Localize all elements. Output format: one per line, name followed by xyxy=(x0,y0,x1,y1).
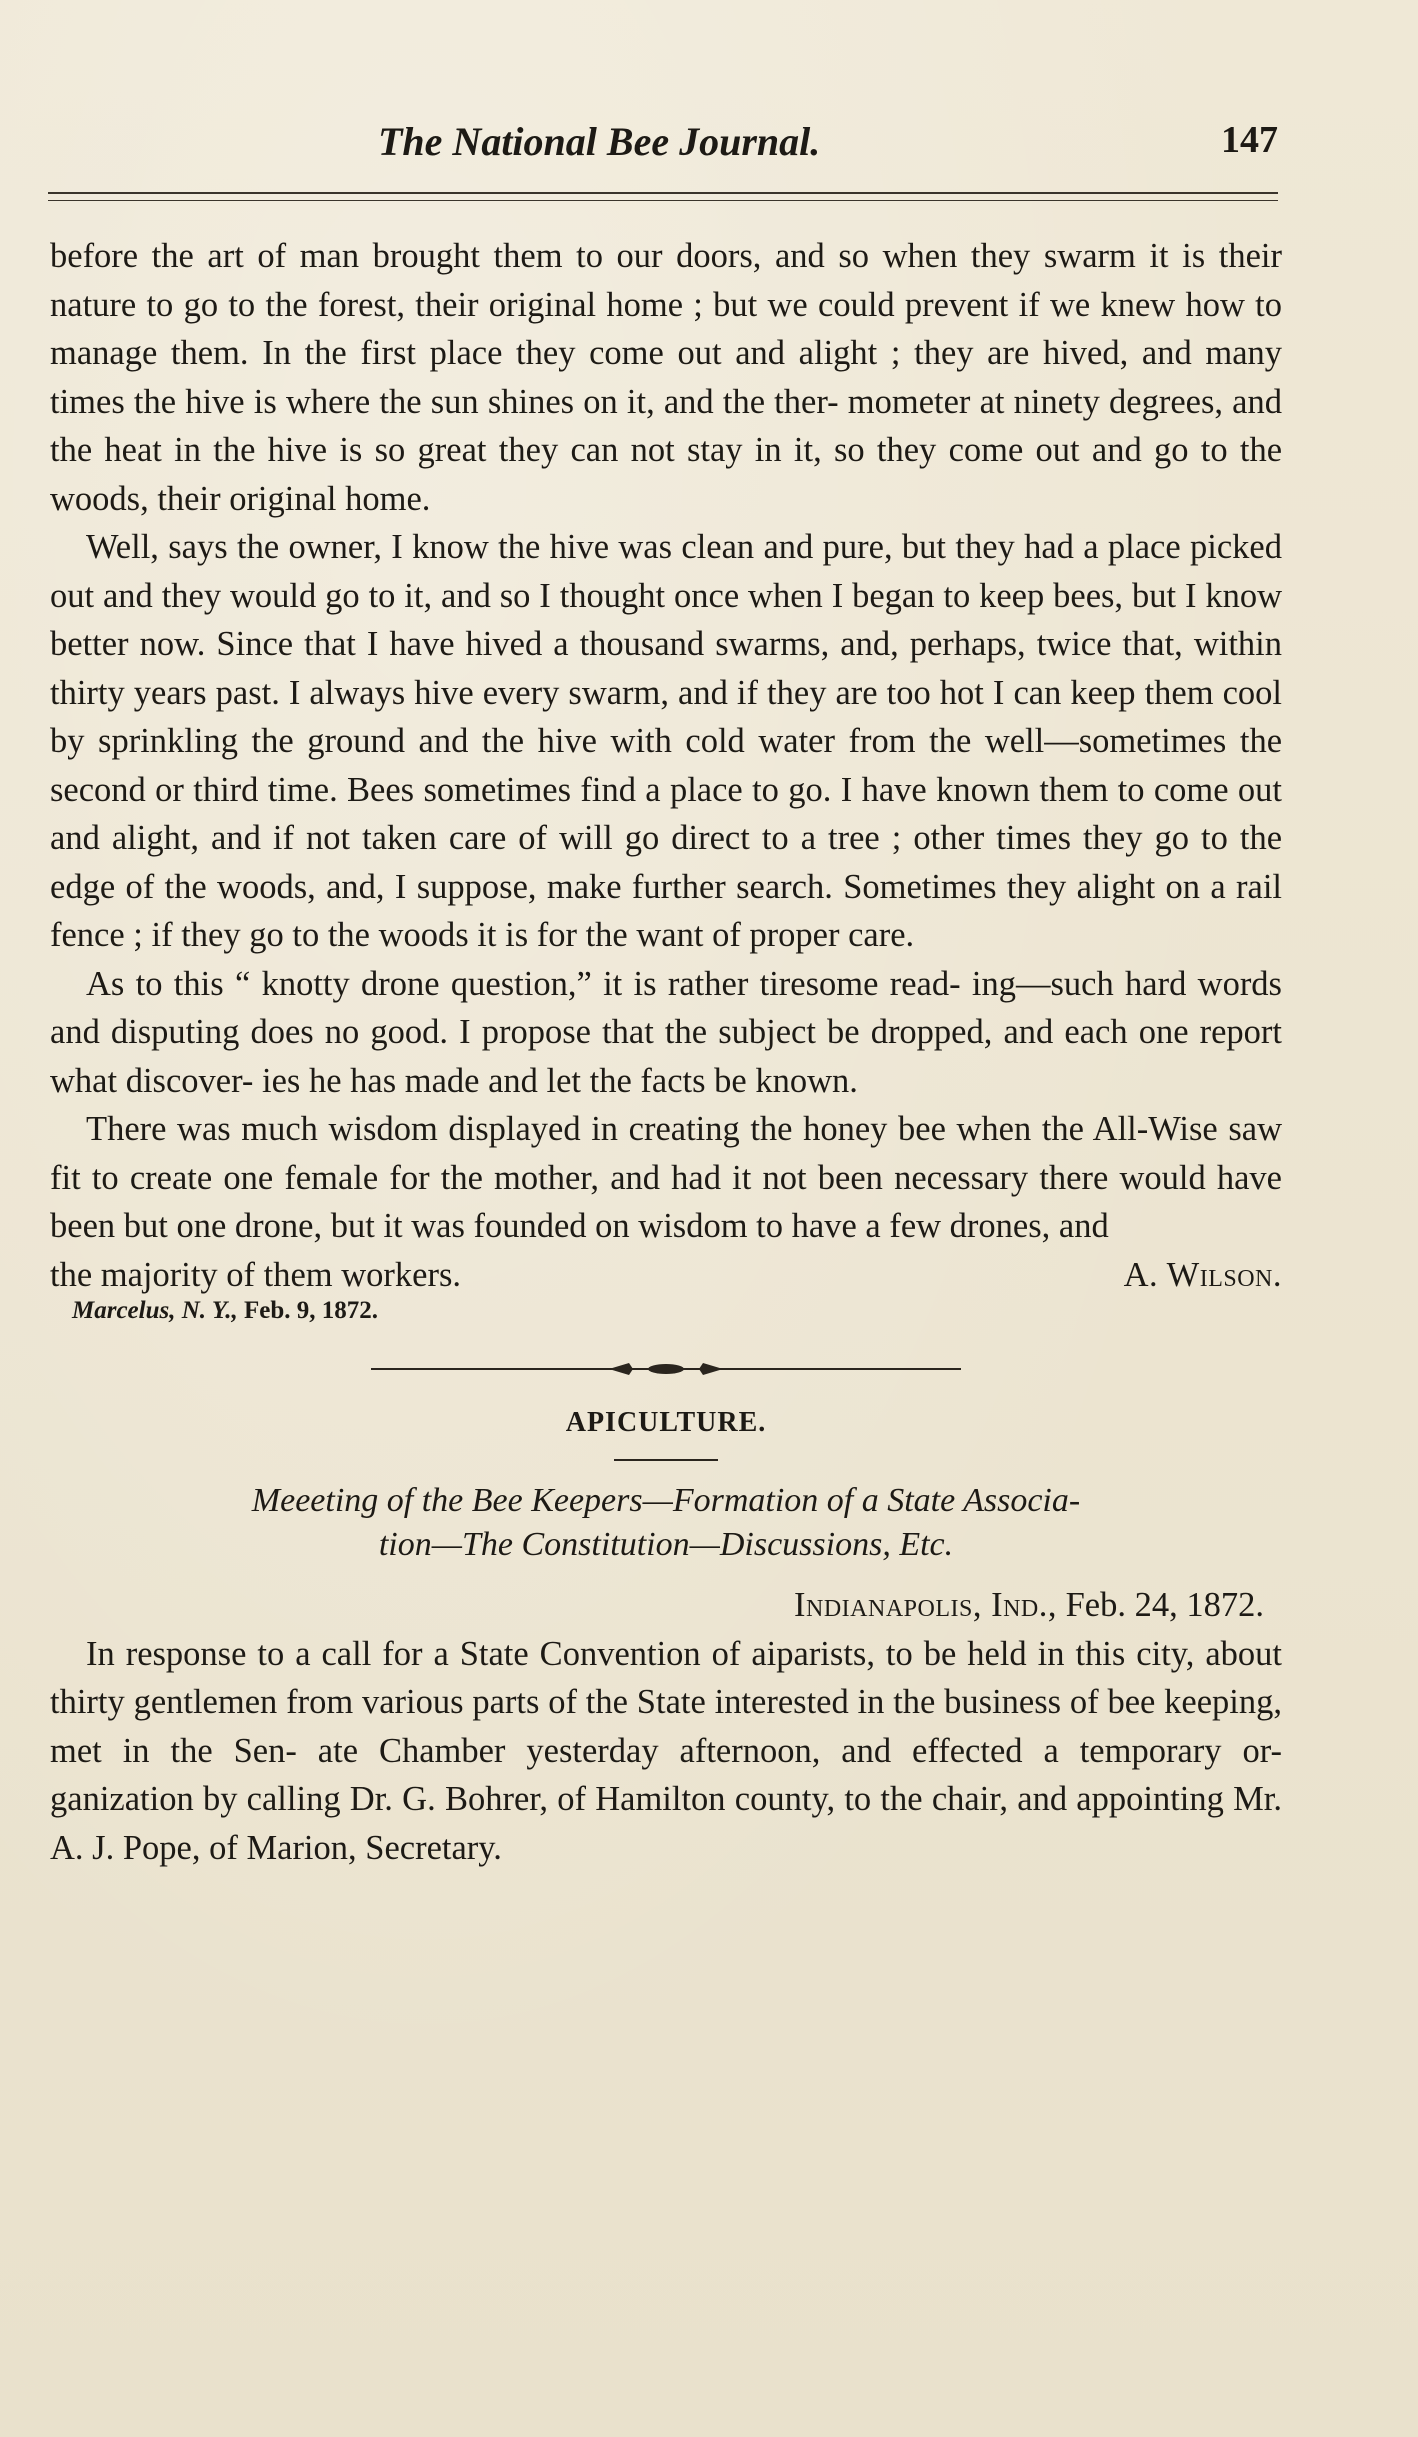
text-line: that, within thirty years past. I always hive every swarm, and xyxy=(50,625,1283,712)
text-line: they can not stay in it, so they come out and go to the woods, xyxy=(50,431,1283,518)
text-column xyxy=(50,232,1282,1872)
text-line: woods, and, I suppose, make further search. Sometimes they xyxy=(217,867,1067,906)
text-line: mometer at ninety degrees, and the heat in the hive is so great xyxy=(50,382,1282,469)
article-apiculture xyxy=(50,1405,1282,1872)
text-line: home ; but we could prevent if we knew how to manage them. xyxy=(50,285,1282,372)
text-line: they swarm it is their nature to go to the forest, their original xyxy=(50,237,1282,324)
subtitle-line: Meeeting of the Bee Keepers—Formation of a State Associa- xyxy=(251,1482,1081,1519)
text-line: As to this “ knotty drone question,” it is rather tiresome read- xyxy=(86,964,961,1003)
text-line: There was much wisdom displayed in creating the honey bee xyxy=(86,1110,946,1148)
section-ornament xyxy=(371,1359,961,1379)
signature-line xyxy=(50,1251,1282,1300)
text-line: Since that I have hived a thousand swarms, and, perhaps, twice xyxy=(216,625,1112,663)
article-letter xyxy=(50,232,1282,1327)
text-line: the majority of them workers. xyxy=(50,1255,462,1294)
text-line: thought once when I began to keep bees, but I know better now. xyxy=(50,576,1283,663)
text-line: ground and the hive with cold water from the well—sometimes xyxy=(307,722,1227,760)
paragraph-drone-question xyxy=(50,960,1282,1106)
page-header xyxy=(48,118,1278,168)
text-line: before the art of man brought them to our doors, and so when xyxy=(50,237,958,275)
article-dateline xyxy=(50,1581,1282,1630)
text-line: ate Chamber yesterday afternoon, and effected a temporary or- xyxy=(317,1731,1282,1770)
dateline-place: Indianapolis, Ind., xyxy=(794,1586,1057,1624)
text-line: of proper care. xyxy=(712,916,915,954)
ornament-rule-icon xyxy=(371,1359,961,1379)
text-line: when the All-Wise saw fit to create one female for the mother, xyxy=(50,1110,1283,1197)
text-line: they had a place picked out and they would go to it, and so I xyxy=(50,528,1282,615)
text-line: chair, and appointing Mr. A. J. Pope, of Marion, Secretary. xyxy=(50,1780,1283,1867)
author-signature: A. Wilson. xyxy=(1123,1255,1282,1294)
page-number: 147 xyxy=(1221,119,1278,161)
text-line: have known them to come out and alight, and if not taken care of xyxy=(50,770,1283,857)
dateline-date: Feb. 9, 1872. xyxy=(237,1297,379,1324)
header-rule xyxy=(48,192,1278,201)
text-line: ing—such hard words and disputing does no good. I propose xyxy=(50,964,1282,1051)
paragraph-wisdom xyxy=(50,1105,1282,1251)
text-line: alight on a rail fence ; if they go to the woods it is for the want xyxy=(50,867,1282,954)
running-title: The National Bee Journal. xyxy=(378,119,821,164)
text-line: if they are too hot I can keep them cool by sprinkling the xyxy=(50,673,1283,760)
text-line: and had it not been necessary there would have been but one xyxy=(50,1158,1282,1245)
subtitle-line: tion—The Constitution—Discussions, Etc. xyxy=(378,1526,954,1563)
text-line: drone, but it was founded on wisdom to have a few drones, and xyxy=(234,1207,1109,1245)
dateline-place: Marcelus, N. Y., xyxy=(72,1297,238,1324)
letter-dateline xyxy=(50,1295,1282,1327)
article-subtitle xyxy=(50,1479,1282,1567)
text-line: ies he has made and let the facts be known. xyxy=(262,1061,858,1100)
text-line: many times the hive is where the sun shines on it, and the ther- xyxy=(50,334,1283,421)
text-line: held in this city, about thirty gentlemen from various parts of the xyxy=(50,1634,1283,1721)
text-line: will go direct to a tree ; other times they go to the edge of the xyxy=(50,819,1283,906)
heading-rule xyxy=(614,1459,718,1461)
text-line: In response to a call for a State Convention of aiparists, to be xyxy=(86,1634,957,1673)
text-line: ganization by calling Dr. G. Bohrer, of Hamilton county, to the xyxy=(50,1780,923,1818)
paragraph-owner xyxy=(50,523,1282,960)
section-heading: APICULTURE. xyxy=(565,1407,767,1438)
dateline-date: Feb. 24, 1872. xyxy=(1057,1586,1264,1624)
text-line: their original home. xyxy=(157,479,431,518)
text-line: that the subject be dropped, and each one report what discover- xyxy=(50,1013,1282,1100)
text-line: In the first place they come out and alight ; they are hived, and xyxy=(262,334,1192,372)
text-line: State interested in the business of bee keeping, met in the Sen- xyxy=(50,1683,1283,1770)
paragraph-convention xyxy=(50,1630,1282,1873)
paragraph-continued xyxy=(50,232,1282,523)
text-line: the second or third time. Bees sometimes find a place to go. I xyxy=(50,722,1283,809)
text-line: Well, says the owner, I know the hive was clean and pure, but xyxy=(86,528,947,566)
